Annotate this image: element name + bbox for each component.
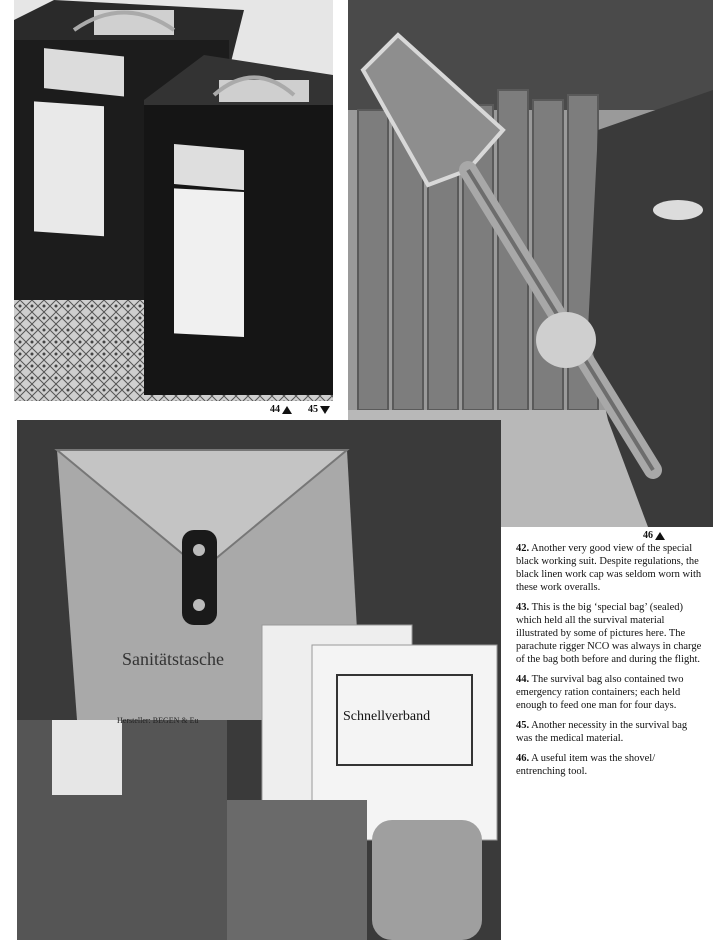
caption-text: The survival bag also contained two emergency ration containers; each held enough to feed one man for four days. (516, 674, 684, 711)
figure-number-44-text: 44 (270, 404, 280, 415)
caption-text: Another necessity in the survival bag was the medical material. (516, 720, 688, 744)
caption-text: This is the big ‘special bag’ (sealed) which held all the survival material illustrated by some of pictures here. The parachute rigger NCO was always in charge of the bag both before and during the flight. (516, 602, 702, 665)
arrow-down-icon (320, 406, 330, 414)
caption-number: 45. (516, 720, 530, 731)
arrow-up-icon (282, 406, 292, 414)
bag-label-text: Sanitätstasche (122, 649, 224, 669)
caption-44 (516, 673, 706, 712)
caption-45 (516, 719, 706, 745)
caption-text: Another very good view of the special black working suit. Despite regulations, the black linen work cap was seldom worn with these work overalls. (516, 543, 702, 593)
figure-number-45-text: 45 (308, 404, 318, 415)
caption-43 (516, 601, 706, 666)
caption-text: A useful item was the shovel/ entrenching tool. (516, 753, 656, 777)
figure-number-44 (270, 404, 292, 415)
caption-46 (516, 752, 706, 778)
figure-number-46-text: 46 (643, 530, 653, 541)
bag-maker-text: Hersteller: BEGEN & Eu (117, 716, 199, 725)
captions-column (516, 542, 706, 785)
caption-number: 43. (516, 602, 530, 613)
caption-number: 44. (516, 674, 530, 685)
ration-containers-image (14, 0, 333, 401)
arrow-up-icon (655, 532, 665, 540)
medical-material-image (17, 420, 501, 940)
caption-number: 42. (516, 543, 530, 554)
packet-title-text: Schnellverband (343, 709, 431, 724)
photo-medical-material (17, 420, 501, 940)
figure-number-45 (308, 404, 330, 415)
caption-42 (516, 542, 706, 594)
figure-number-46 (643, 530, 665, 541)
caption-number: 46. (516, 753, 530, 764)
photo-ration-containers (14, 0, 333, 401)
